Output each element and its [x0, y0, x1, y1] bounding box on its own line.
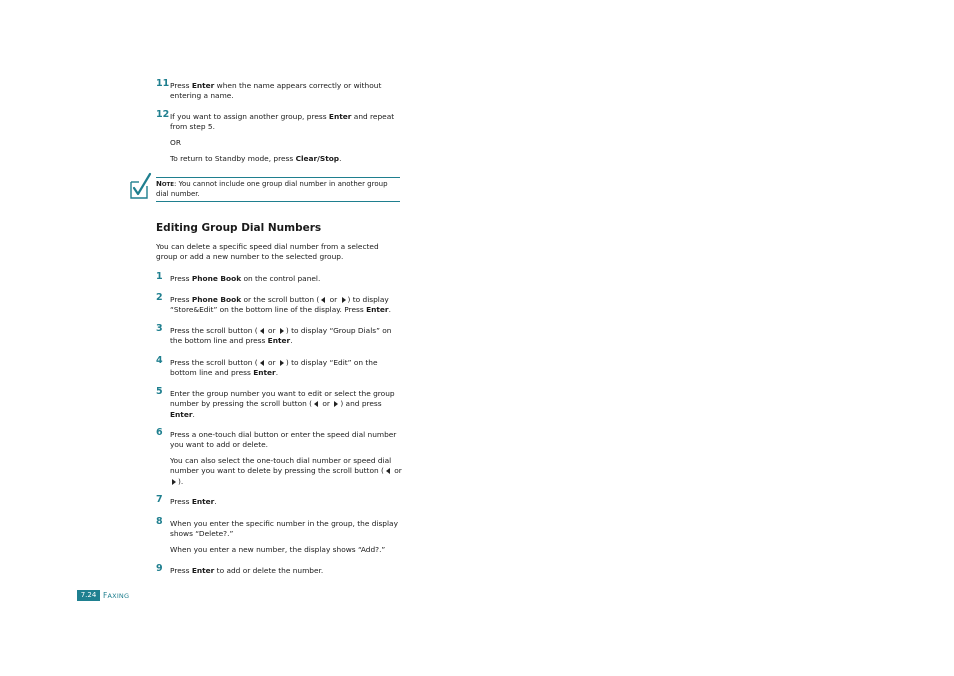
step-number: 8	[156, 516, 163, 527]
scroll-left-icon	[260, 360, 264, 366]
standby-text: To return to Standby mode, press Clear/Stop.	[170, 154, 342, 163]
scroll-left-icon	[321, 297, 325, 303]
page-number: 7.24	[77, 590, 100, 601]
scroll-left-icon	[386, 468, 390, 474]
note-check-icon	[129, 172, 153, 200]
step-number: 4	[156, 355, 163, 366]
step-text: Press Phone Book on the control panel.	[170, 274, 321, 283]
scroll-right-icon	[342, 297, 346, 303]
or-text: OR	[170, 138, 181, 147]
step-text: Press a one-touch dial button or enter the speed dial number you want to add or delete.	[170, 430, 397, 450]
note-box	[156, 177, 400, 202]
step-text: If you want to assign another group, press Enter and repeat from step 5.	[170, 112, 395, 132]
step-number: 12	[156, 109, 170, 120]
scroll-left-icon	[314, 401, 318, 407]
section-label: FAXING	[103, 591, 130, 600]
section-intro: You can delete a specific speed dial number from a selected group or add a new number to the selected group.	[156, 242, 379, 261]
step-text: Press Enter to add or delete the number.	[170, 566, 324, 575]
step-number: 7	[156, 494, 163, 505]
step-number: 1	[156, 271, 163, 282]
step-number: 11	[156, 78, 170, 89]
section-heading: Editing Group Dial Numbers	[156, 222, 322, 234]
step-text: Press Enter.	[170, 497, 217, 506]
note-text: NOTE: You cannot include one group dial number in another group dial number.	[156, 180, 388, 198]
step-number: 6	[156, 427, 163, 438]
step-number: 3	[156, 323, 163, 334]
step-8-extra: When you enter a new number, the display shows “Add?.”	[170, 545, 386, 554]
scroll-left-icon	[260, 328, 264, 334]
step-6-extra: You can also select the one-touch dial number or speed dial number you want to delete by pressing the scroll button ( or ).	[170, 456, 402, 486]
scroll-right-icon	[334, 401, 338, 407]
step-text: Press Phone Book or the scroll button ( or ) to display “Store&Edit” on the bottom line of the display. Press Enter.	[170, 295, 391, 315]
step-text: Press Enter when the name appears correctly or without entering a name.	[170, 81, 382, 101]
step-text: Enter the group number you want to edit or select the group number by pressing the scroll button ( or ) and press Enter.	[170, 389, 395, 419]
scroll-right-icon	[280, 360, 284, 366]
step-text: Press the scroll button ( or ) to display “Edit” on the bottom line and press Enter.	[170, 358, 378, 378]
scroll-right-icon	[172, 479, 176, 485]
step-text: Press the scroll button ( or ) to display “Group Dials” on the bottom line and press Enter.	[170, 326, 392, 346]
scroll-right-icon	[280, 328, 284, 334]
step-text: When you enter the specific number in the group, the display shows “Delete?.”	[170, 519, 398, 539]
step-number: 2	[156, 292, 163, 303]
step-number: 9	[156, 563, 163, 574]
step-number: 5	[156, 386, 163, 397]
